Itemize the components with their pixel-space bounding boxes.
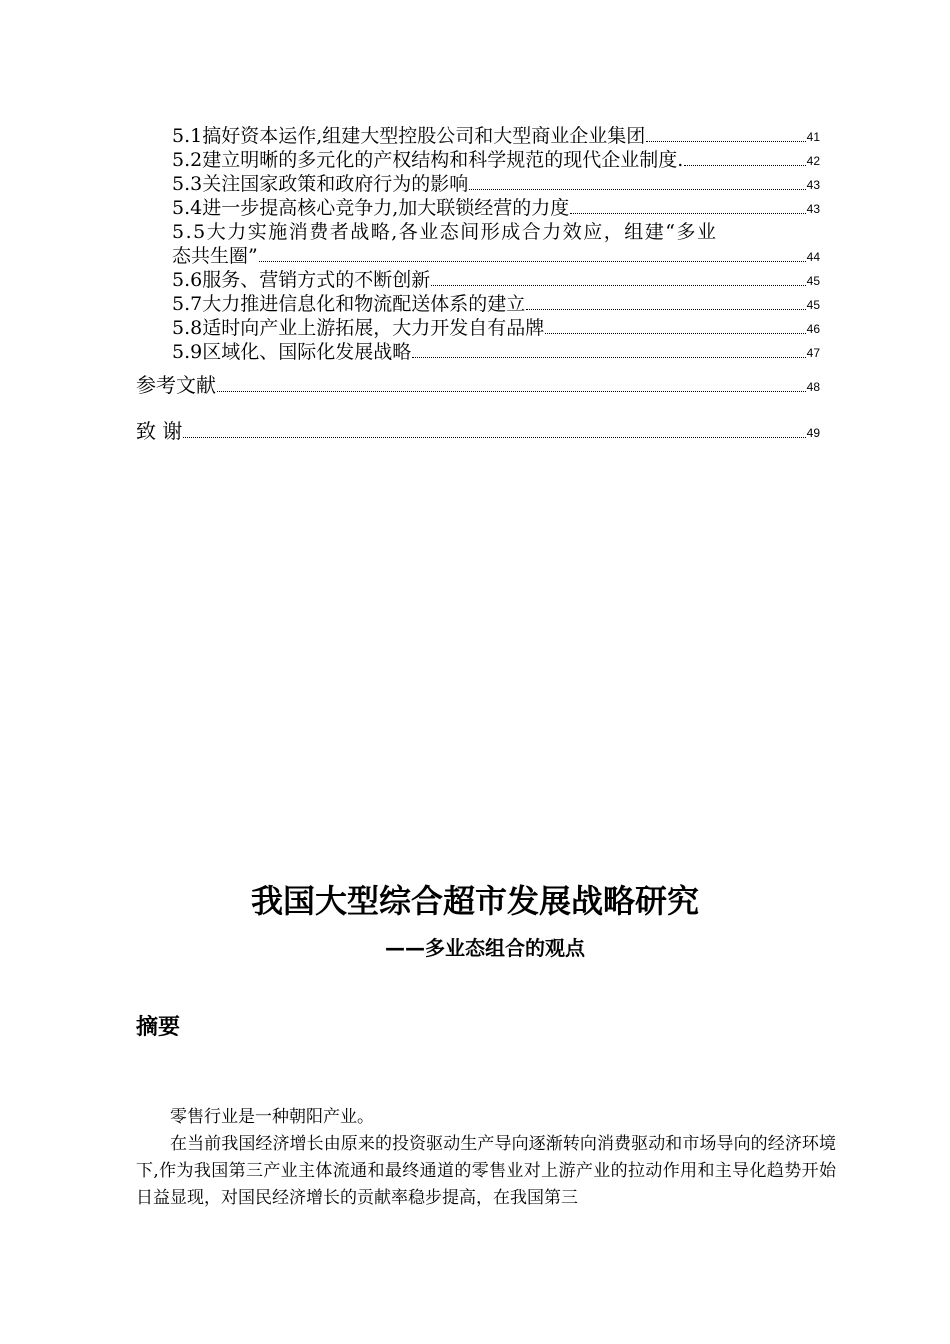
- toc-leader-dots: [412, 357, 805, 358]
- toc-entry-page: 49: [806, 426, 820, 440]
- toc-entry-label: 5.7大力推进信息化和物流配送体系的建立: [172, 293, 526, 315]
- toc-entry-references[interactable]: [136, 372, 820, 398]
- toc-leader-dots: [684, 165, 805, 166]
- toc-leader-dots: [217, 391, 806, 392]
- toc-entry[interactable]: [136, 316, 820, 340]
- toc-entry-label: 5.4进一步提高核心竞争力,加大联锁经营的力度: [172, 197, 570, 219]
- toc-leader-dots: [526, 309, 805, 310]
- toc-entry-page: 41: [806, 130, 820, 144]
- toc-entry[interactable]: [136, 196, 820, 220]
- toc-entry-page: 45: [806, 274, 820, 288]
- toc-entry-acknowledgements[interactable]: [136, 418, 820, 444]
- toc-entry-page: 48: [806, 380, 820, 394]
- toc-leader-dots: [431, 285, 805, 286]
- abstract-body: [136, 1104, 836, 1212]
- toc-leader-dots: [545, 333, 805, 334]
- table-of-contents: [136, 124, 820, 444]
- toc-entry-label: 致 谢: [136, 419, 183, 443]
- toc-entry-label: 5.2建立明晰的多元化的产权结构和科学规范的现代企业制度.: [172, 149, 684, 171]
- abstract-paragraph: 零售行业是一种朝阳产业。: [170, 1107, 374, 1127]
- abstract-paragraph: 在当前我国经济增长由原来的投资驱动生产导向逐渐转向消费驱动和市场导向的经济环境下,作为我国第三产业主体流通和最终通道的零售业对上游产业的拉动作用和主导化趋势开始日益显现，对国民经济增长的贡献率稳步提高，在我国第三: [136, 1134, 836, 1208]
- toc-entry-label-continued: 态共生圈”: [172, 245, 258, 267]
- toc-entry-label: 5.5大力实施消费者战略,各业态间形成合力效应，组建“多业: [172, 221, 718, 243]
- toc-entry-page: 43: [806, 178, 820, 192]
- toc-entry-label: 5.8适时向产业上游拓展，大力开发自有品牌: [172, 317, 545, 339]
- toc-entry[interactable]: [136, 340, 820, 364]
- toc-entry-label: 5.1搞好资本运作,组建大型控股公司和大型商业企业集团: [172, 125, 646, 147]
- toc-entry-label: 参考文献: [136, 373, 216, 397]
- toc-entry-page: 43: [806, 202, 820, 216]
- toc-leader-dots: [646, 141, 805, 142]
- toc-entry-page: 44: [806, 250, 820, 264]
- toc-entry-page: 42: [806, 154, 820, 168]
- toc-entry[interactable]: [136, 220, 820, 268]
- abstract-heading: 摘要: [136, 1015, 181, 1040]
- toc-entry-label: 5.3关注国家政策和政府行为的影响: [172, 173, 469, 195]
- toc-entry[interactable]: [136, 148, 820, 172]
- toc-entry-page: 45: [806, 298, 820, 312]
- toc-entry[interactable]: [136, 268, 820, 292]
- toc-entry-page: 47: [806, 346, 820, 360]
- toc-entry[interactable]: [136, 124, 820, 148]
- toc-leader-dots: [469, 189, 805, 190]
- toc-leader-dots: [570, 213, 805, 214]
- document-subtitle: ——多业态组合的观点: [385, 936, 585, 960]
- document-title: 我国大型综合超市发展战略研究: [250, 882, 699, 920]
- toc-entry-label: 5.9区域化、国际化发展战略: [172, 341, 412, 363]
- toc-entry[interactable]: [136, 172, 820, 196]
- toc-entry[interactable]: [136, 292, 820, 316]
- toc-leader-dots: [183, 437, 805, 438]
- toc-entry-label: 5.6服务、营销方式的不断创新: [172, 269, 431, 291]
- toc-entry-page: 46: [806, 322, 820, 336]
- toc-leader-dots: [259, 261, 806, 262]
